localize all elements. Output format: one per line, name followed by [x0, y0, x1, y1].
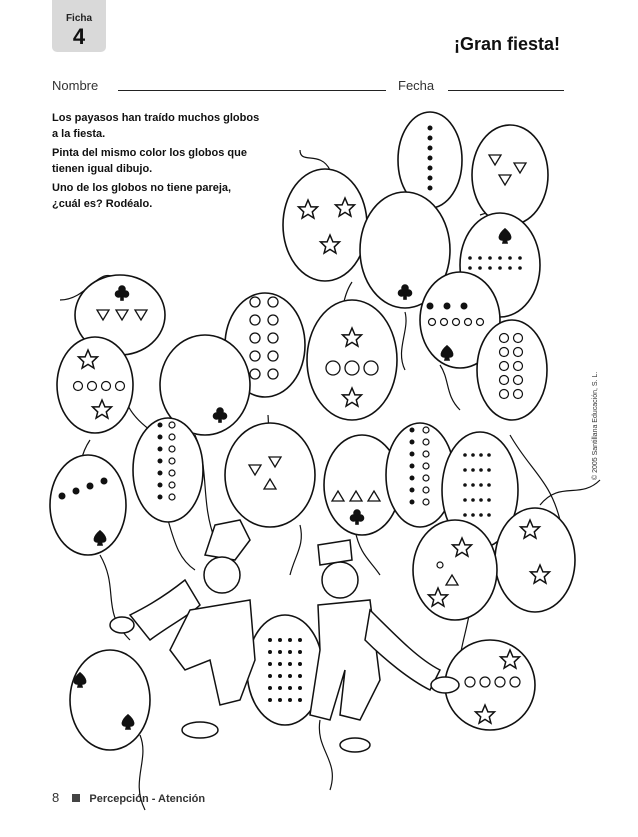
- instruction-3: Uno de los globos no tiene pareja, ¿cuál es? Rodéalo.: [52, 182, 232, 210]
- name-label: Nombre: [52, 78, 99, 93]
- instruction-1: Los payasos han traído muchos globos a la fiesta.: [52, 112, 260, 140]
- tab-label: Ficha: [65, 13, 93, 24]
- tab-number: 4: [72, 24, 86, 49]
- date-label: Fecha: [398, 78, 435, 93]
- copyright-notice: © 2005 Santillana Educación, S. L.: [592, 371, 599, 480]
- section-name: Percepción - Atención: [89, 793, 206, 805]
- page-title: ¡Gran fiesta!: [453, 34, 560, 54]
- page-number: 8: [52, 790, 60, 805]
- instruction-2: Pinta del mismo color los globos que tienen igual dibujo.: [52, 147, 247, 175]
